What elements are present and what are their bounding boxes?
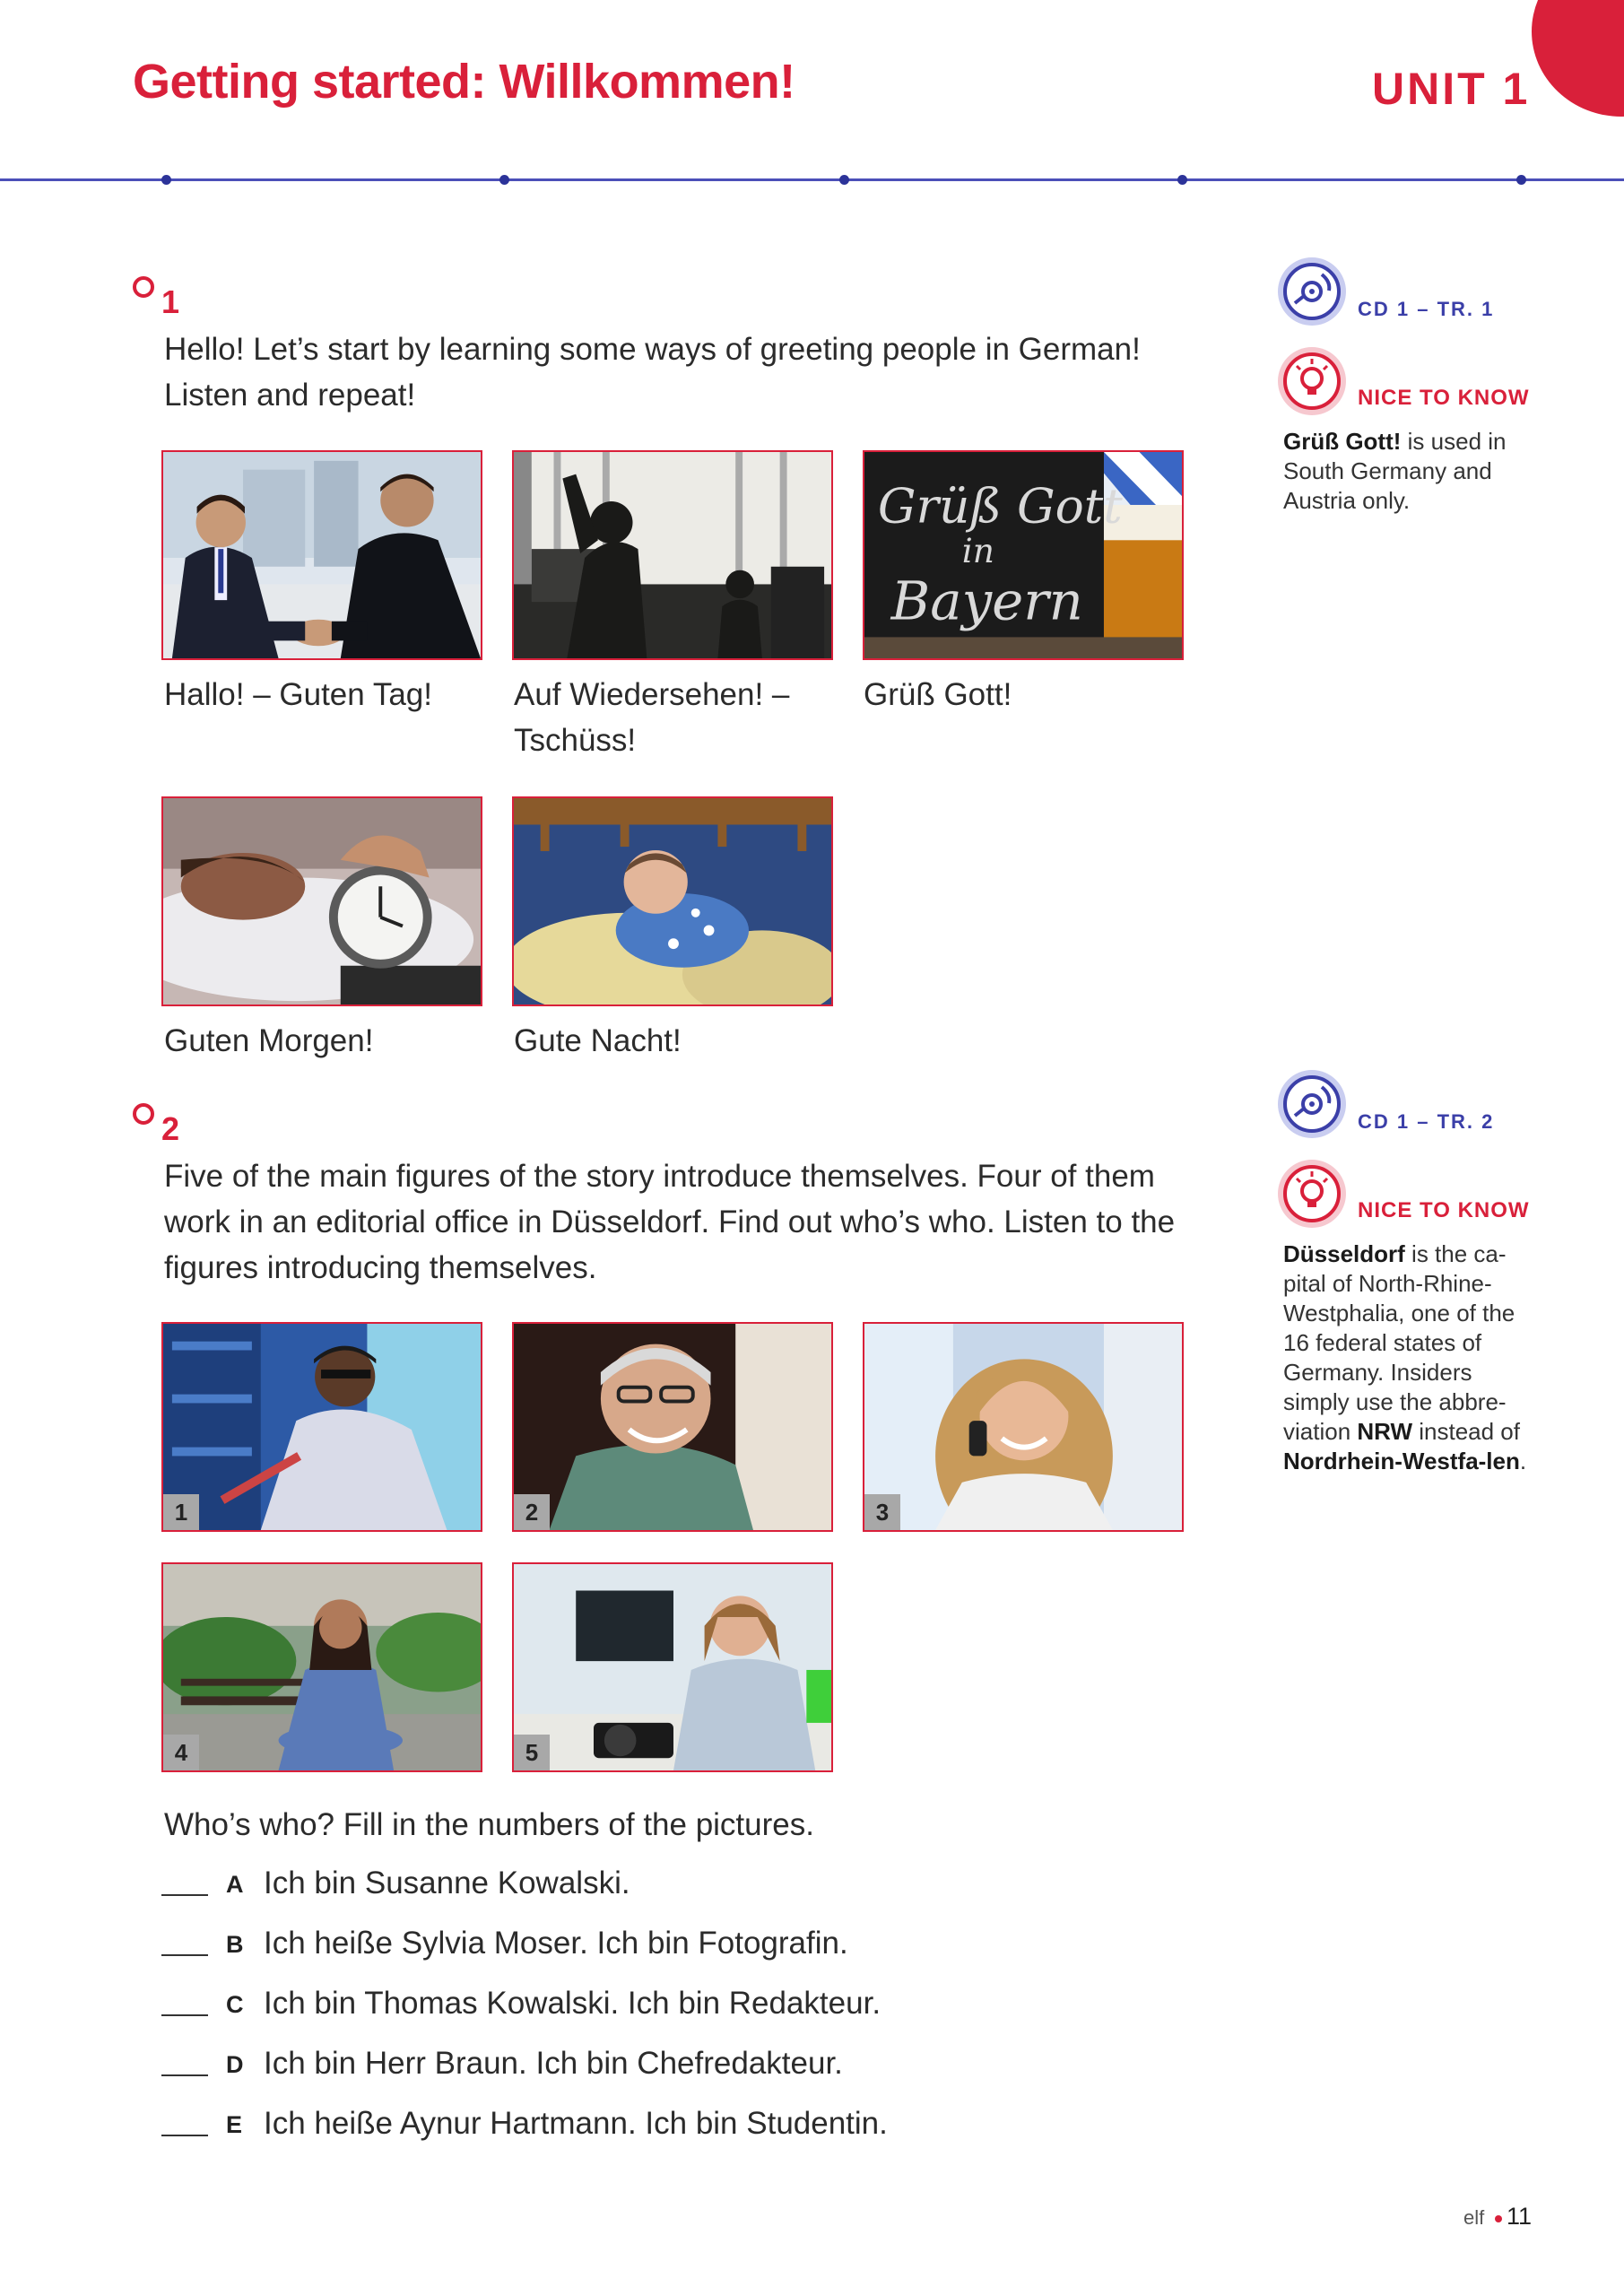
exercise-marker-ring bbox=[133, 276, 154, 298]
instruction-line: Listen and repeat! bbox=[164, 378, 416, 413]
fill-in-item bbox=[161, 1864, 968, 1918]
item-text: Ich bin Herr Braun. Ich bin Chefredakteur. bbox=[264, 2046, 843, 2081]
cd-icon[interactable] bbox=[1277, 1069, 1347, 1139]
rule-dot bbox=[499, 175, 509, 185]
photo-handshake bbox=[161, 450, 482, 660]
exercise2-instruction bbox=[164, 1153, 1175, 1291]
caption: Grüß Gott! bbox=[864, 677, 1012, 712]
rule-dot bbox=[839, 175, 849, 185]
photo-figure-4 bbox=[161, 1562, 482, 1772]
photo-alarm-clock bbox=[161, 796, 482, 1006]
cd-track-label: CD 1 – TR. 2 bbox=[1358, 1110, 1495, 1133]
rule-dot bbox=[1516, 175, 1526, 185]
sign-line: Grüß Gott bbox=[877, 478, 1123, 535]
photo-silhouette-wave bbox=[512, 450, 833, 660]
title-main: Willkommen! bbox=[499, 55, 795, 109]
cd-track-label: CD 1 – TR. 1 bbox=[1358, 298, 1495, 320]
caption: Guten Morgen! bbox=[164, 1023, 374, 1058]
note-bold: Nordrhein-Westfa-len bbox=[1283, 1448, 1520, 1474]
lightbulb-icon bbox=[1277, 1159, 1347, 1229]
photo-number-badge: 5 bbox=[514, 1735, 550, 1770]
photo-sign-gruss-gott bbox=[863, 450, 1184, 660]
rule-dot bbox=[161, 175, 171, 185]
answer-blank[interactable] bbox=[161, 1894, 208, 1896]
photo-figure-2 bbox=[512, 1322, 833, 1532]
caption: Hallo! – Guten Tag! bbox=[164, 677, 432, 712]
item-letter: A bbox=[226, 1871, 244, 1898]
photo-figure-1 bbox=[161, 1322, 482, 1532]
page-number-word: elf bbox=[1463, 2206, 1485, 2229]
page-title bbox=[133, 54, 795, 109]
caption-line: Auf Wiedersehen! – bbox=[514, 677, 790, 712]
photo-number-badge: 2 bbox=[514, 1494, 550, 1530]
sidebar-note bbox=[1283, 1239, 1543, 1476]
fill-in-item bbox=[161, 2104, 968, 2158]
item-text: Ich heiße Sylvia Moser. Ich bin Fotografin. bbox=[264, 1926, 848, 1961]
photo-sleeping-baby bbox=[512, 796, 833, 1006]
sign-line: Bayern bbox=[890, 570, 1083, 632]
instruction-line: figures introducing themselves. bbox=[164, 1250, 597, 1285]
item-letter: E bbox=[226, 2111, 243, 2138]
answer-blank[interactable] bbox=[161, 1954, 208, 1956]
item-text: Ich bin Thomas Kowalski. Ich bin Redakteur. bbox=[264, 1986, 881, 2021]
nice-to-know-label: NICE TO KNOW bbox=[1358, 1198, 1530, 1222]
sign-line: in bbox=[961, 530, 994, 570]
note-bold: Düsseldorf bbox=[1283, 1240, 1405, 1267]
photo-figure-5 bbox=[512, 1562, 833, 1772]
exercise1-instruction bbox=[164, 326, 1141, 418]
item-text: Ich bin Susanne Kowalski. bbox=[264, 1866, 630, 1900]
sidebar-note bbox=[1283, 427, 1543, 516]
item-letter: C bbox=[226, 1991, 244, 2018]
photo-figure-3 bbox=[863, 1322, 1184, 1532]
fill-in-item bbox=[161, 2044, 968, 2098]
instruction-line: work in an editorial office in Düsseldorf. Find out who’s who. Listen to the bbox=[164, 1205, 1176, 1239]
cd-icon[interactable] bbox=[1277, 257, 1347, 326]
answer-blank[interactable] bbox=[161, 2135, 208, 2136]
item-letter: D bbox=[226, 2051, 244, 2078]
answer-blank[interactable] bbox=[161, 2014, 208, 2016]
exercise2-question: Who’s who? Fill in the numbers of the pictures. bbox=[164, 1807, 814, 1842]
note-bold: NRW bbox=[1357, 1418, 1413, 1445]
caption: Gute Nacht! bbox=[514, 1023, 682, 1058]
photo-number-badge: 1 bbox=[163, 1494, 199, 1530]
unit-label: UNIT 1 bbox=[1372, 64, 1531, 114]
exercise-marker-ring bbox=[133, 1103, 154, 1125]
exercise-number: 1 bbox=[161, 283, 180, 320]
fill-in-item bbox=[161, 1924, 968, 1978]
note-bold: Grüß Gott! bbox=[1283, 428, 1402, 455]
page-number-dot bbox=[1495, 2215, 1502, 2222]
nice-to-know-label: NICE TO KNOW bbox=[1358, 386, 1530, 410]
instruction-line: Hello! Let’s start by learning some ways of greeting people in German! bbox=[164, 332, 1141, 367]
rule-dot bbox=[1177, 175, 1187, 185]
header-rule bbox=[0, 178, 1624, 181]
title-prefix: Getting started: bbox=[133, 55, 499, 109]
exercise-number: 2 bbox=[161, 1110, 180, 1147]
photo-number-badge: 3 bbox=[864, 1494, 900, 1530]
item-letter: B bbox=[226, 1931, 244, 1958]
note-text: is used in South Germany and Austria only. bbox=[1283, 428, 1507, 514]
item-text: Ich heiße Aynur Hartmann. Ich bin Studentin. bbox=[264, 2106, 888, 2141]
photo-number-badge: 4 bbox=[163, 1735, 199, 1770]
caption-line: Tschüss! bbox=[514, 723, 637, 758]
page-number: 11 bbox=[1507, 2203, 1533, 2230]
fill-in-item bbox=[161, 1984, 968, 2038]
note-text: instead of bbox=[1412, 1418, 1520, 1445]
caption bbox=[514, 672, 789, 763]
note-text: is the ca-pital of North-Rhine-Westphalia, one of the 16 federal states of Germany. Insiders simply use the abbre-viation bbox=[1283, 1240, 1515, 1445]
answer-blank[interactable] bbox=[161, 2074, 208, 2076]
lightbulb-icon bbox=[1277, 346, 1347, 416]
corner-circle bbox=[1532, 0, 1624, 117]
instruction-line: Five of the main figures of the story introduce themselves. Four of them bbox=[164, 1159, 1155, 1194]
note-text: . bbox=[1519, 1448, 1527, 1474]
